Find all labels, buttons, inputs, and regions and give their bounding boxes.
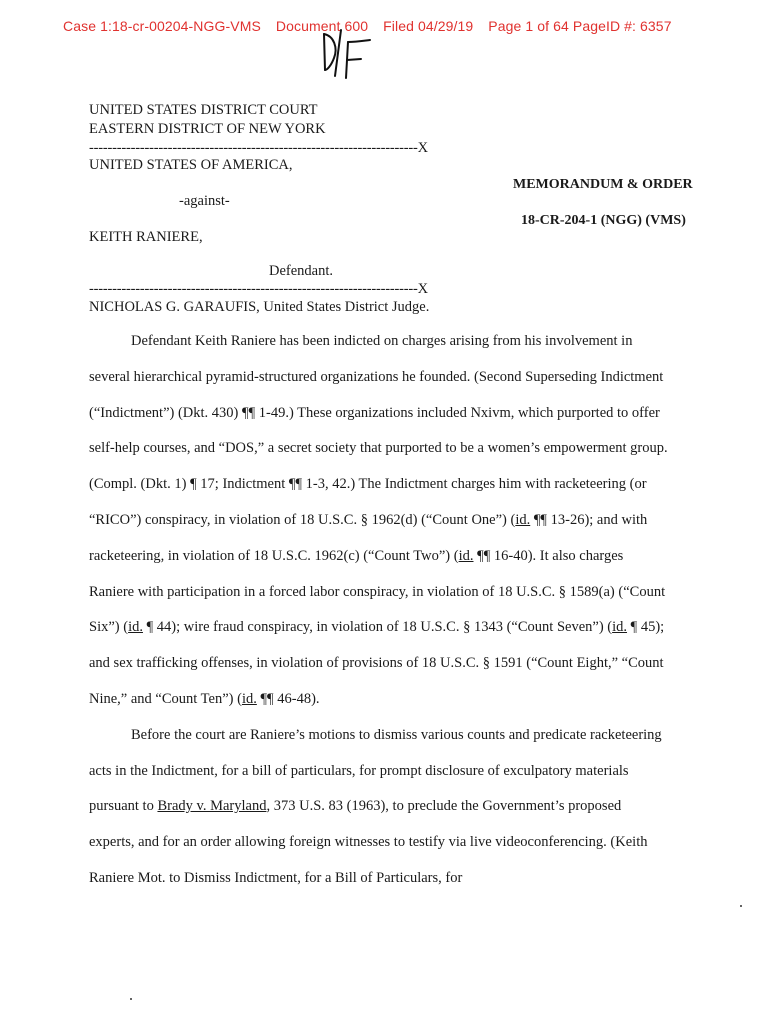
judge-line: NICHOLAS G. GARAUFIS, United States District Judge. — [89, 299, 430, 315]
document-number-stamp: Document 600 — [275, 18, 369, 34]
docket-number: 18-CR-204-1 (NGG) (VMS) — [521, 213, 686, 228]
id-citation: id. — [515, 511, 531, 528]
plaintiff-name: UNITED STATES OF AMERICA, — [89, 157, 293, 173]
id-citation: id. — [458, 547, 474, 564]
p1-text-d: ¶ 44); wire fraud conspiracy, in violation of 18 U.S.C. § 1343 (“Count Seven”) ( — [142, 619, 613, 636]
id-citation: id. — [241, 690, 257, 707]
case-number-stamp: Case 1:18-cr-00204-NGG-VMS — [63, 18, 261, 34]
defendant-name: KEITH RANIERE, — [89, 229, 203, 245]
paragraph-1 — [89, 324, 669, 718]
p1-text-c: ¶¶ 16-40). It also charges Raniere with participation in a forced labor conspiracy, in violation of 18 U.S.C. § 1589(a) (“Count Six”) ( — [89, 547, 666, 636]
paragraph-2 — [89, 718, 669, 897]
court-name-line1: UNITED STATES DISTRICT COURT — [89, 102, 318, 118]
scan-speck — [130, 998, 132, 1000]
p2-text-b: , 373 U.S. 83 (1963), to preclude the Government’s proposed experts, and for an order allowing foreign witnesses to testify via live videoconferencing. (Keith Raniere Mot. to Dismiss Indictment, for a Bill of Particulars, for — [89, 798, 648, 886]
caption-divider-bottom: -----------------------------------------------------------------------X — [89, 281, 428, 297]
case-citation: Brady v. Maryland — [157, 798, 267, 815]
filed-date-stamp: Filed 04/29/19 — [383, 18, 474, 34]
id-citation: id. — [128, 619, 143, 636]
page-id-stamp: Page 1 of 64 PageID #: 6357 — [488, 18, 672, 34]
p1-text-a: Defendant Keith Raniere has been indicted on charges arising from his involvement in several hierarchical pyramid-structured organizations he founded. (Second Superseding Indictment (“Indictment”) (Dkt. 430) ¶¶ 1-49.) These organizations included Nxivm, which purported to offer self-help courses, and “DOS,” a secret society that purported to be a women’s empowerment group. (Compl. (Dkt. 1) ¶ 17; Indictment ¶¶ 1-3, 42.) The Indictment charges him with racketeering (or “RICO”) conspiracy, in violation of 18 U.S.C. § 1962(d) (“Count One”) ( — [89, 333, 668, 528]
id-citation: id. — [612, 619, 628, 636]
handwritten-df-mark — [318, 28, 378, 84]
p1-text-f: ¶¶ 46-48). — [256, 690, 320, 707]
p1-text-e: ¶ 45); and sex trafficking offenses, in violation of provisions of 18 U.S.C. § 1591 (“Count Eight,” “Count Nine,” and “Count Ten”) ( — [89, 619, 665, 707]
p1-text-b: ¶¶ 13-26); and with racketeering, in violation of 18 U.S.C. 1962(c) (“Count Two”) ( — [89, 511, 648, 564]
document-title: MEMORANDUM & ORDER — [513, 177, 693, 192]
against-label: -against- — [179, 193, 230, 209]
court-name-line2: EASTERN DISTRICT OF NEW YORK — [89, 121, 326, 137]
opinion-body — [89, 324, 669, 897]
caption-divider-top: -----------------------------------------------------------------------X — [89, 140, 428, 156]
scan-speck — [740, 905, 742, 907]
defendant-label: Defendant. — [269, 263, 334, 279]
p2-text-a: Before the court are Raniere’s motions to dismiss various counts and predicate racketeering acts in the Indictment, for a bill of particulars, for prompt disclosure of exculpatory materials pursuant to — [89, 726, 662, 815]
